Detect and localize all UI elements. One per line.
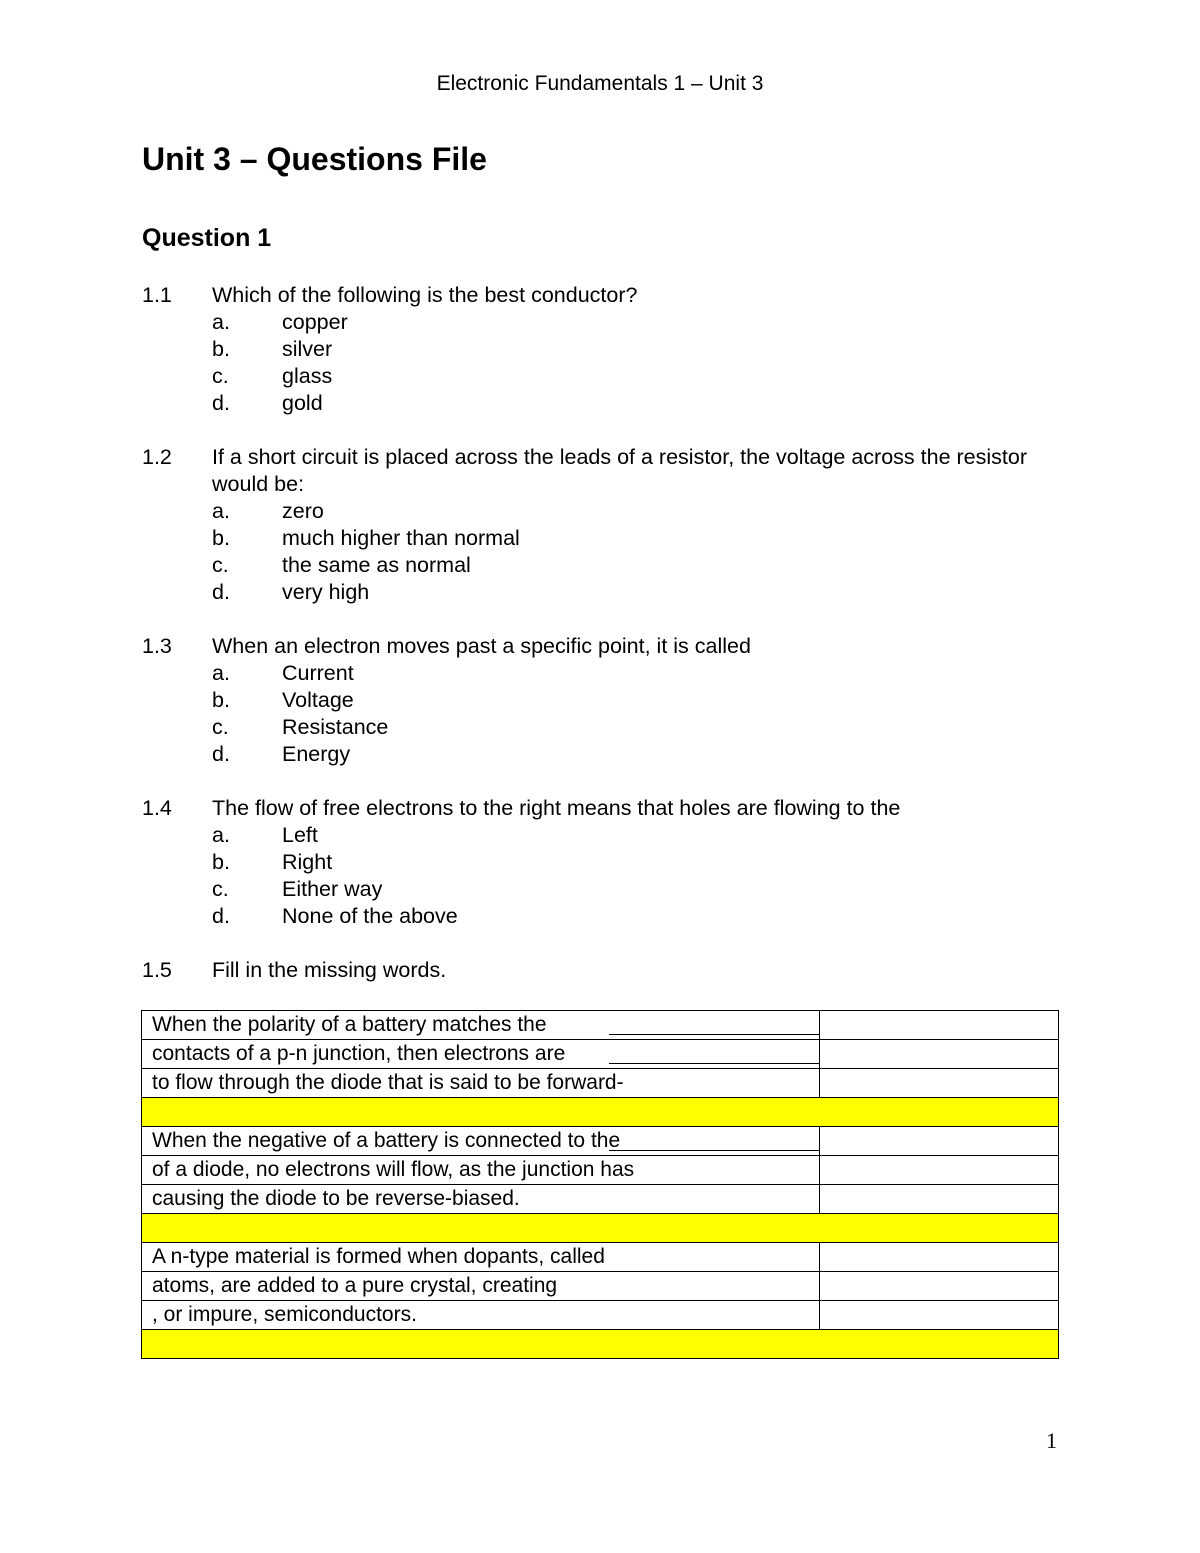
table-row — [142, 1069, 1059, 1098]
question-1-4 — [142, 795, 1062, 930]
answer-option — [212, 903, 1062, 930]
page-number: 1 — [1046, 1428, 1057, 1453]
question-list — [142, 282, 1062, 1011]
option-text: very high — [282, 580, 370, 604]
question-number: 1.3 — [142, 634, 172, 658]
table-row — [142, 1243, 1059, 1272]
statement-text: contacts of a p-n junction, then electrons are — [152, 1042, 566, 1065]
question-1-1 — [142, 282, 1062, 417]
option-text: Resistance — [282, 715, 389, 739]
statement-cell — [142, 1243, 820, 1272]
highlight-cell — [142, 1214, 1059, 1243]
answer-cell[interactable] — [820, 1185, 1059, 1214]
table-row — [142, 1011, 1059, 1040]
question-number: 1.4 — [142, 796, 172, 820]
table-row — [142, 1185, 1059, 1214]
statement-cell — [142, 1069, 820, 1098]
section-heading: Question 1 — [142, 224, 272, 252]
answer-option — [212, 552, 1062, 579]
answer-option — [212, 363, 1062, 390]
option-text: silver — [282, 337, 333, 361]
question-text: Which of the following is the best conductor? — [212, 283, 638, 307]
option-letter: b. — [212, 526, 230, 550]
answer-cell[interactable] — [820, 1156, 1059, 1185]
option-text: Either way — [282, 877, 383, 901]
option-text: Energy — [282, 742, 351, 766]
option-text: None of the above — [282, 904, 458, 928]
option-text: glass — [282, 364, 333, 388]
option-letter: d. — [212, 391, 230, 415]
statement-cell — [142, 1127, 820, 1156]
option-text: Right — [282, 850, 333, 874]
answer-cell[interactable] — [820, 1127, 1059, 1156]
answer-blank-line — [609, 1063, 819, 1064]
highlight-separator-row — [142, 1098, 1059, 1127]
option-text: zero — [282, 499, 324, 523]
option-text: gold — [282, 391, 323, 415]
option-letter: d. — [212, 580, 230, 604]
answer-blank-line — [609, 1034, 819, 1035]
table-row — [142, 1127, 1059, 1156]
question-text: When an electron moves past a specific point, it is called — [212, 634, 751, 658]
option-text: Current — [282, 661, 354, 685]
fill-in-table — [141, 1010, 1059, 1359]
option-letter: d. — [212, 742, 230, 766]
question-1-5 — [142, 957, 1062, 984]
statement-cell — [142, 1156, 820, 1185]
option-letter: b. — [212, 337, 230, 361]
highlight-cell — [142, 1098, 1059, 1127]
option-letter: a. — [212, 661, 230, 685]
answer-option — [212, 525, 1062, 552]
question-1-2 — [142, 444, 1062, 606]
answer-option — [212, 498, 1062, 525]
highlight-cell — [142, 1330, 1059, 1359]
table-row — [142, 1272, 1059, 1301]
question-text: Fill in the missing words. — [212, 958, 447, 982]
statement-cell — [142, 1011, 820, 1040]
option-text: Left — [282, 823, 318, 847]
option-letter: a. — [212, 499, 230, 523]
question-text: The flow of free electrons to the right means that holes are flowing to the — [212, 796, 901, 820]
highlight-separator-row — [142, 1330, 1059, 1359]
question-number: 1.2 — [142, 445, 172, 469]
option-text: the same as normal — [282, 553, 471, 577]
statement-text: of a diode, no electrons will flow, as the junction has — [152, 1158, 635, 1181]
statement-cell — [142, 1185, 820, 1214]
option-text: much higher than normal — [282, 526, 520, 550]
statement-text: A n-type material is formed when dopants, called — [152, 1245, 605, 1268]
statement-text: causing the diode to be reverse-biased. — [152, 1187, 520, 1210]
option-letter: a. — [212, 310, 230, 334]
answer-cell[interactable] — [820, 1272, 1059, 1301]
option-letter: a. — [212, 823, 230, 847]
answer-cell[interactable] — [820, 1243, 1059, 1272]
answer-cell[interactable] — [820, 1011, 1059, 1040]
table-row — [142, 1156, 1059, 1185]
table-row — [142, 1301, 1059, 1330]
question-number: 1.5 — [142, 958, 172, 982]
answer-option — [212, 822, 1062, 849]
option-letter: b. — [212, 850, 230, 874]
option-text: copper — [282, 310, 348, 334]
statement-cell — [142, 1272, 820, 1301]
answer-option — [212, 660, 1062, 687]
statement-text: When the polarity of a battery matches the — [152, 1013, 547, 1036]
answer-option — [212, 741, 1062, 768]
answer-option — [212, 579, 1062, 606]
running-header: Electronic Fundamentals 1 – Unit 3 — [436, 72, 764, 95]
option-letter: d. — [212, 904, 230, 928]
answer-option — [212, 714, 1062, 741]
option-text: Voltage — [282, 688, 354, 712]
answer-option — [212, 336, 1062, 363]
table-row — [142, 1040, 1059, 1069]
statement-cell — [142, 1040, 820, 1069]
statement-text: , or impure, semiconductors. — [152, 1303, 417, 1326]
option-letter: b. — [212, 688, 230, 712]
answer-blank-line — [609, 1150, 819, 1151]
question-text: If a short circuit is placed across the leads of a resistor, the voltage across the resistor would be: — [212, 445, 1027, 496]
answer-option — [212, 309, 1062, 336]
statement-text: to flow through the diode that is said to be forward- — [152, 1071, 624, 1094]
answer-cell[interactable] — [820, 1069, 1059, 1098]
answer-option — [212, 849, 1062, 876]
question-number: 1.1 — [142, 283, 172, 307]
option-letter: c. — [212, 553, 229, 577]
statement-cell — [142, 1301, 820, 1330]
option-letter: c. — [212, 364, 229, 388]
answer-option — [212, 876, 1062, 903]
statement-text: When the negative of a battery is connected to the — [152, 1129, 621, 1152]
answer-cell[interactable] — [820, 1040, 1059, 1069]
option-letter: c. — [212, 877, 229, 901]
answer-option — [212, 390, 1062, 417]
option-letter: c. — [212, 715, 229, 739]
highlight-separator-row — [142, 1214, 1059, 1243]
statement-text: atoms, are added to a pure crystal, creating — [152, 1274, 558, 1297]
answer-option — [212, 687, 1062, 714]
page-title: Unit 3 – Questions File — [142, 141, 487, 177]
answer-cell[interactable] — [820, 1301, 1059, 1330]
question-1-3 — [142, 633, 1062, 768]
